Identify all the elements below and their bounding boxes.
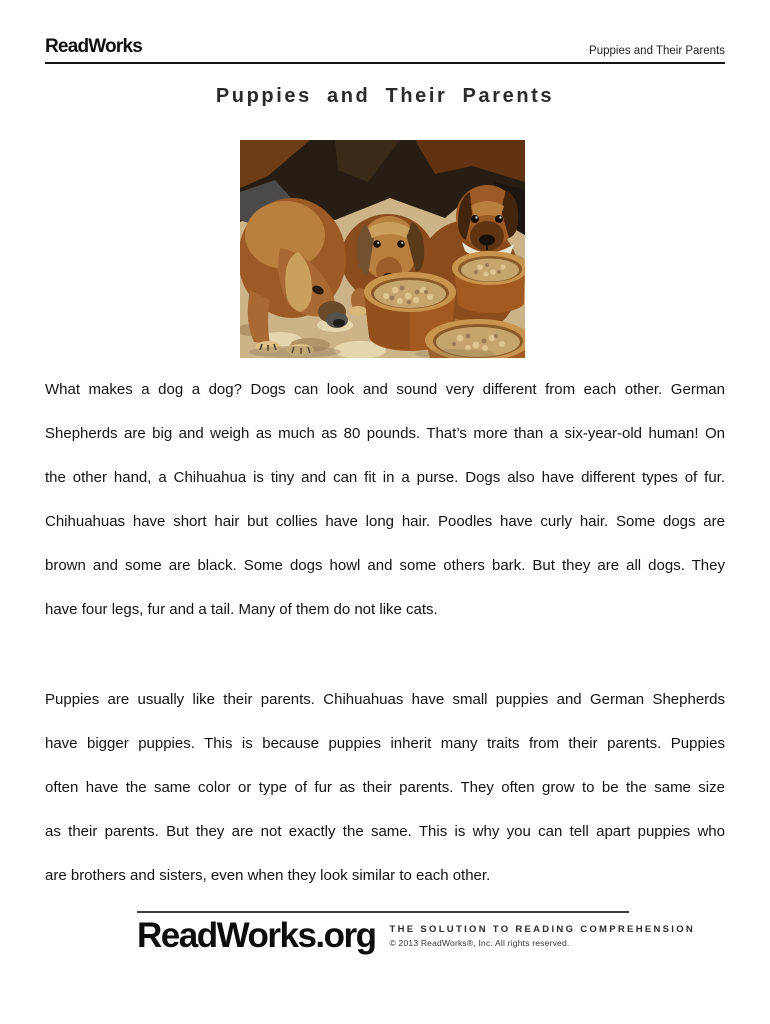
footer <box>137 911 696 955</box>
text-line: Shepherds are big and weigh as much as 80 pounds. That’s more than a six-year-old human! On <box>45 425 725 442</box>
header <box>45 0 725 64</box>
footer-text-block <box>390 918 696 948</box>
text-line: Puppies are usually like their parents. Chihuahuas have small puppies and German Shepherds <box>45 691 725 708</box>
text-line: What makes a dog a dog? Dogs can look and sound very different from each other. German <box>45 381 725 398</box>
text-line: are brothers and sisters, even when they look similar to each other. <box>45 867 491 884</box>
readworks-org-logo: ReadWorks.org <box>137 916 376 955</box>
text-line: as their parents. But they are not exactly the same. This is why you can tell apart puppies who <box>45 823 725 840</box>
footer-tagline: THE SOLUTION TO READING COMPREHENSION <box>389 924 696 935</box>
text-line: have bigger puppies. This is because puppies inherit many traits from their parents. Puppies <box>45 735 725 752</box>
text-line: Chihuahuas have short hair but collies have long hair. Poodles have curly hair. Some dogs are <box>45 513 725 530</box>
paragraph-2 <box>45 678 725 898</box>
text-line: brown and some are black. Some dogs howl and some others bark. But they are all dogs. They <box>45 557 725 574</box>
paragraph-1 <box>45 368 725 632</box>
puppies-photo <box>240 140 525 358</box>
puppies-photo-illustration <box>240 140 525 358</box>
text-line: often have the same color or type of fur as their parents. They often grow to be the same size <box>45 779 725 796</box>
readworks-logo: ReadWorks <box>45 36 142 57</box>
passage-body <box>45 368 725 898</box>
text-line: the other hand, a Chihuahua is tiny and can fit in a purse. Dogs also have different types of fur. <box>45 469 725 486</box>
header-page-title: Puppies and Their Parents <box>589 45 725 57</box>
passage-title: Puppies and Their Parents <box>215 85 555 107</box>
footer-copyright: © 2013 ReadWorks®, Inc. All rights reserved. <box>389 938 570 948</box>
text-line: have four legs, fur and a tail. Many of them do not like cats. <box>45 601 438 618</box>
